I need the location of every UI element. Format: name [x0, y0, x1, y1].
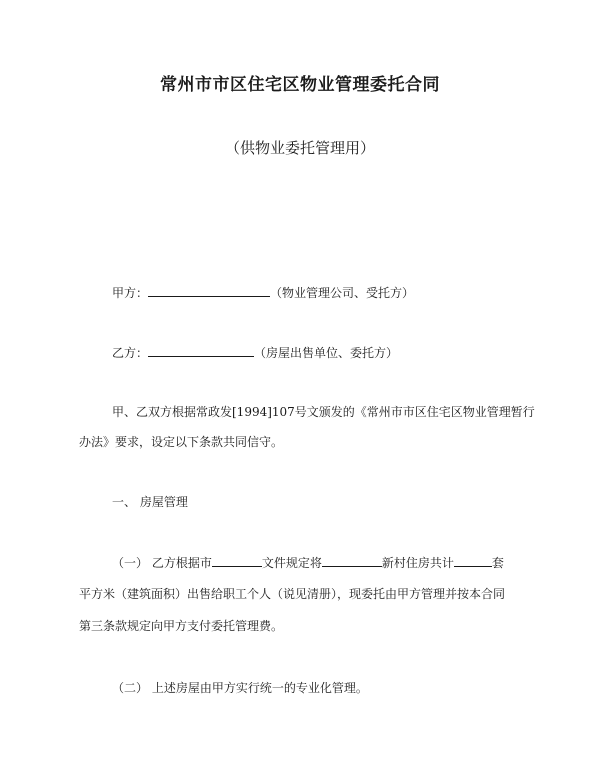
- clause-1-line-1: [112, 554, 504, 571]
- party-b-note: （房屋出售单位、委托方）: [254, 346, 399, 360]
- party-a-note: （物业管理公司、受托方）: [270, 286, 415, 300]
- section-1-heading: 一、 房屋管理: [112, 495, 188, 509]
- village-blank[interactable]: [322, 554, 382, 567]
- preamble-line-1: 甲、乙双方根据常政发[1994]107号文颁发的《常州市市区住宅区物业管理暂行: [112, 405, 535, 419]
- clause-1-prefix: （一） 乙方根据市: [112, 556, 212, 570]
- clause-1-line-3: 第三条款规定向甲方支付委托管理费。: [79, 619, 284, 633]
- party-a-row: [112, 284, 414, 301]
- party-b-label: 乙方：: [112, 346, 149, 360]
- document-subtitle: （供物业委托管理用）: [224, 139, 375, 157]
- clause-2: （二） 上述房屋由甲方实行统一的专业化管理。: [112, 681, 368, 695]
- clause-1-part4: 套: [491, 556, 504, 570]
- document-title: 常州市市区住宅区物业管理委托合同: [160, 75, 440, 95]
- clause-1-line-2: 平方米（建筑面积）出售给职工个人（说见清册），现委托由甲方管理并按本合同: [79, 587, 506, 601]
- party-a-blank[interactable]: [148, 284, 270, 297]
- city-blank[interactable]: [212, 554, 262, 567]
- party-b-blank[interactable]: [148, 344, 254, 357]
- clause-1-part2: 文件规定将: [261, 556, 322, 570]
- preamble-line-2: 办法》要求，设定以下条款共同信守。: [79, 435, 284, 449]
- count-blank[interactable]: [454, 554, 492, 567]
- party-a-label: 甲方：: [112, 286, 149, 300]
- party-b-row: [112, 344, 398, 361]
- clause-1-part3: 新村住房共计: [381, 556, 454, 570]
